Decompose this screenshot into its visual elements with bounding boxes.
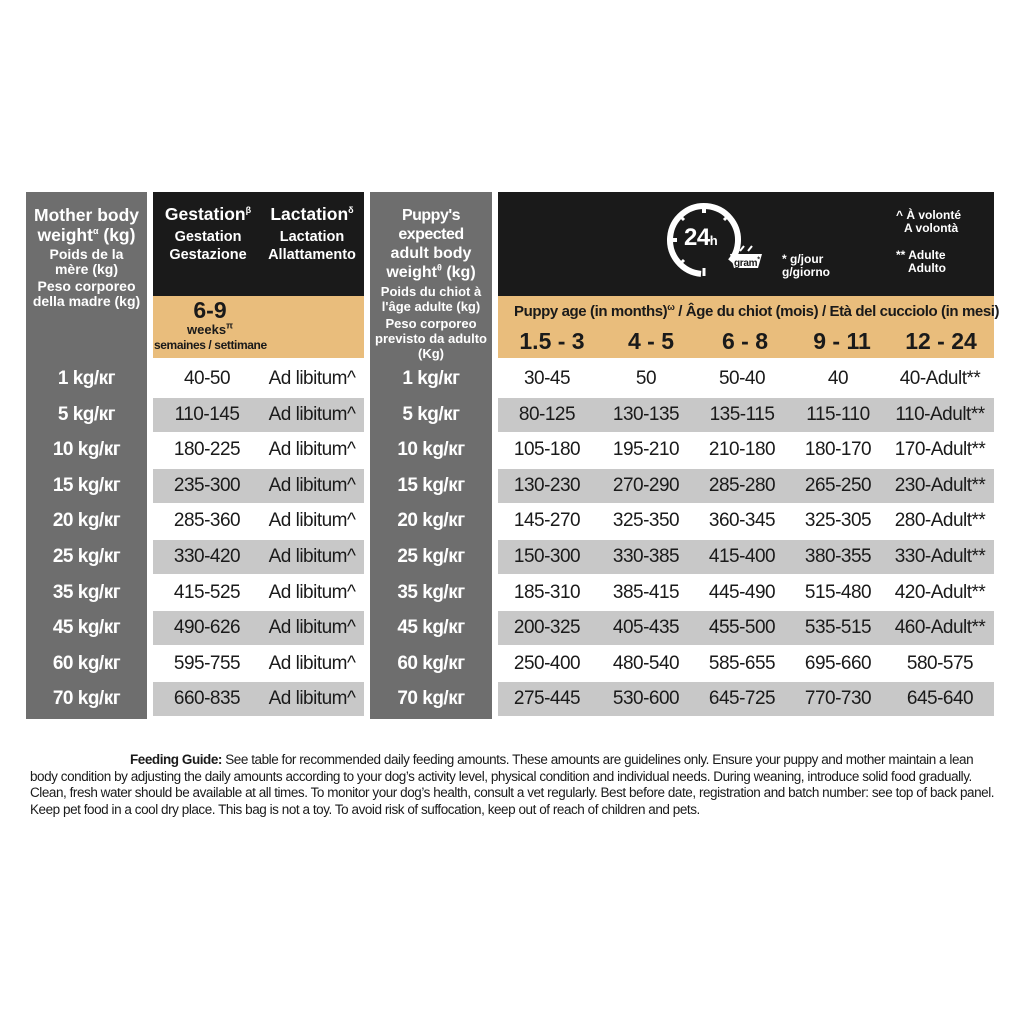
age-1: 1.5 - 3 [519,328,585,354]
feeding-amount-cell: 130-135 [612,404,680,425]
gestation-cell: 415-525 [173,582,241,603]
lactation-cell: Ad libitum^ [268,582,356,603]
feeding-amount-cell: 30-45 [523,368,571,389]
puppy-weight-cell: 35 kg/кг [397,582,465,603]
lactation-cell: Ad libitum^ [268,617,356,638]
feeding-amount-cell: 50-40 [718,368,766,389]
puppy-weight-header-fr: Poids du chiot à l'âge adulte (kg) [380,284,482,314]
feeding-amount-cell: 195-210 [612,439,680,460]
gestation-cell: 40-50 [183,368,231,389]
legend: ^ À volonté A volontà ** Adulte Adulto [896,208,962,275]
feeding-amount-cell: 270-290 [612,475,680,496]
lactation-cell: Ad libitum^ [268,475,356,496]
feeding-amount-cell: 645-640 [906,688,974,709]
weeks-unit: weeks$^\pi$ [187,320,233,337]
feeding-amount-cell: 135-115 [709,404,775,425]
feeding-amount-cell: 110-Adult** [895,404,985,425]
lactation-header: Lactation$^\delta$ Lactation Allattamento [268,204,356,263]
feeding-amount-cell: 170-Adult** [894,439,986,460]
feeding-amount-cell: 445-490 [708,582,776,603]
feeding-amount-cell: 280-Adult** [894,510,986,531]
feeding-amount-cell: 330-Adult** [894,546,986,567]
feeding-amount-cell: 250-400 [513,653,581,674]
feeding-amount-cell: 385-415 [612,582,680,603]
mother-weight-cell: 15 kg/кг [52,475,121,496]
puppy-weight-cell: 10 kg/кг [397,439,465,460]
mother-weight-cell: 1 kg/кг [57,368,116,389]
mother-weight-cell: 25 kg/кг [52,546,121,567]
feeding-amount-cell: 325-350 [612,510,680,531]
feeding-amount-cell: 380-355 [804,546,872,567]
puppy-weight-cell: 20 kg/кг [397,510,465,531]
feeding-amount-cell: 285-280 [708,475,776,496]
mother-weight-cell: 10 kg/кг [52,439,121,460]
gestation-cell: 285-360 [173,510,241,531]
feeding-amount-cell: 150-300 [513,546,581,567]
lactation-cell: Ad libitum^ [268,439,356,460]
feeding-amount-cell: 770-730 [804,688,872,709]
puppy-weight-header: Puppy's expected adult body weight$^\theta$ (kg) Poids du chiot à l'âge adulte (kg) Peso corporeo previsto da adulto (Kg) [375,207,487,361]
feeding-amount-cell: 325-305 [804,510,872,531]
puppy-weight-cell: 45 kg/кг [397,617,465,638]
lactation-cell: Ad libitum^ [268,404,356,425]
feeding-guide-lead: Feeding Guide: [130,752,222,767]
feeding-amount-cell: 230-Adult** [894,475,986,496]
feeding-amount-cell: 185-310 [513,582,581,603]
mother-weight-header: Mother body weight$^\alpha$ (kg) Poids de la mère (kg) Peso corporeo della madre (kg) [26,205,147,309]
feeding-amount-cell: 40 [827,368,849,389]
gestation-cell: 235-300 [173,475,241,496]
puppy-weight-cell: 15 kg/кг [397,475,465,496]
lactation-cell: Ad libitum^ [268,688,356,709]
feeding-amount-cell: 180-170 [804,439,872,460]
gram-unit-note: * g/jour g/giorno [782,252,830,279]
feeding-amount-cell: 265-250 [804,475,872,496]
feeding-amount-cell: 275-445 [513,688,581,709]
feeding-amount-cell: 105-180 [513,439,581,460]
feeding-amount-cell: 50 [635,368,657,389]
feeding-amount-cell: 80-125 [518,404,576,425]
feeding-amount-cell: 645-725 [708,688,776,709]
mother-weight-cell: 20 kg/кг [52,510,121,531]
gram-label: gram* [734,256,760,269]
lactation-cell: Ad libitum^ [268,546,356,567]
feeding-amount-cell: 115-110 [806,404,870,425]
weeks-range: 6-9 [193,297,227,323]
feeding-amount-cell: 145-270 [513,510,581,531]
feeding-amount-cell: 535-515 [804,617,872,638]
weeks-translations: semaines / settimane [154,338,267,352]
age-3: 6 - 8 [721,328,769,354]
feeding-amount-cell: 200-325 [513,617,581,638]
mother-weight-header-fr: Poids de la mère (kg) [49,246,124,277]
puppy-weight-cell: 60 kg/кг [397,653,465,674]
feeding-amount-cell: 415-400 [708,546,776,567]
feeding-amount-cell: 405-435 [612,617,680,638]
gestation-cell: 180-225 [173,439,241,460]
gestation-header: Gestation$^\beta$ Gestation Gestazione [164,204,252,263]
puppy-weight-header-it: Peso corporeo previsto da adulto (Kg) [375,316,487,361]
feeding-table-body [0,362,1024,722]
feeding-guide-note [30,752,1000,818]
age-2: 4 - 5 [627,328,675,354]
puppy-weight-cell: 5 kg/кг [402,404,460,425]
feeding-amount-cell: 40-Adult** [899,368,981,389]
mother-weight-cell: 70 kg/кг [52,688,121,709]
puppy-weight-cell: 70 kg/кг [397,688,465,709]
gestation-cell: 110-145 [174,404,240,425]
feeding-amount-cell: 420-Adult** [894,582,986,603]
mother-weight-cell: 35 kg/кг [52,582,121,603]
clock-label: 24h [684,224,718,251]
gestation-cell: 490-626 [173,617,241,638]
clock-24h-icon [662,198,782,288]
lactation-cell: Ad libitum^ [268,510,356,531]
feeding-amount-cell: 585-655 [708,653,776,674]
mother-weight-header-it: Peso corporeo della madre (kg) [32,278,141,309]
feeding-amount-cell: 480-540 [612,653,680,674]
feeding-amount-cell: 695-660 [804,653,872,674]
gestation-cell: 595-755 [173,653,241,674]
lactation-cell: Ad libitum^ [268,653,356,674]
mother-weight-cell: 5 kg/кг [57,404,116,425]
age-5: 12 - 24 [905,328,977,354]
feeding-amount-cell: 455-500 [708,617,776,638]
feeding-amount-cell: 515-480 [804,582,872,603]
lactation-cell: Ad libitum^ [268,368,356,389]
mother-weight-cell: 60 kg/кг [52,653,121,674]
gestation-cell: 660-835 [173,688,241,709]
feeding-amount-cell: 580-575 [906,653,974,674]
puppy-weight-cell: 1 kg/кг [402,368,460,389]
puppy-weight-cell: 25 kg/кг [397,546,465,567]
feeding-amount-cell: 210-180 [708,439,776,460]
feeding-amount-cell: 530-600 [612,688,680,709]
feeding-amount-cell: 360-345 [708,510,776,531]
puppy-age-title: Puppy age (in months)$^\omega$ / Âge du chiot (mois) / Età del cucciolo (in mesi) [514,302,1000,320]
feeding-amount-cell: 330-385 [612,546,680,567]
feeding-amount-cell: 130-230 [513,475,581,496]
feeding-amount-cell: 460-Adult** [894,617,986,638]
age-4: 9 - 11 [813,328,871,354]
gestation-cell: 330-420 [173,546,241,567]
mother-weight-cell: 45 kg/кг [52,617,121,638]
feeding-guide-body: See table for recommended daily feeding amounts. These amounts are guidelines only. Ensure your puppy and mother maintain a lean body condition by adjusting the daily amounts according to your dog’s activity level, physical condition and individual needs. During weaning, introduce solid food gradually. Clean, fresh water should be available at all times. To monitor your dog’s health, consult a vet regularly. Best before date, registration and batch number: see top of back panel. Keep pet food in a cool dry place. This bag is not a toy. To avoid risk of suffocation, keep out of reach of children and pets. [30,752,995,817]
